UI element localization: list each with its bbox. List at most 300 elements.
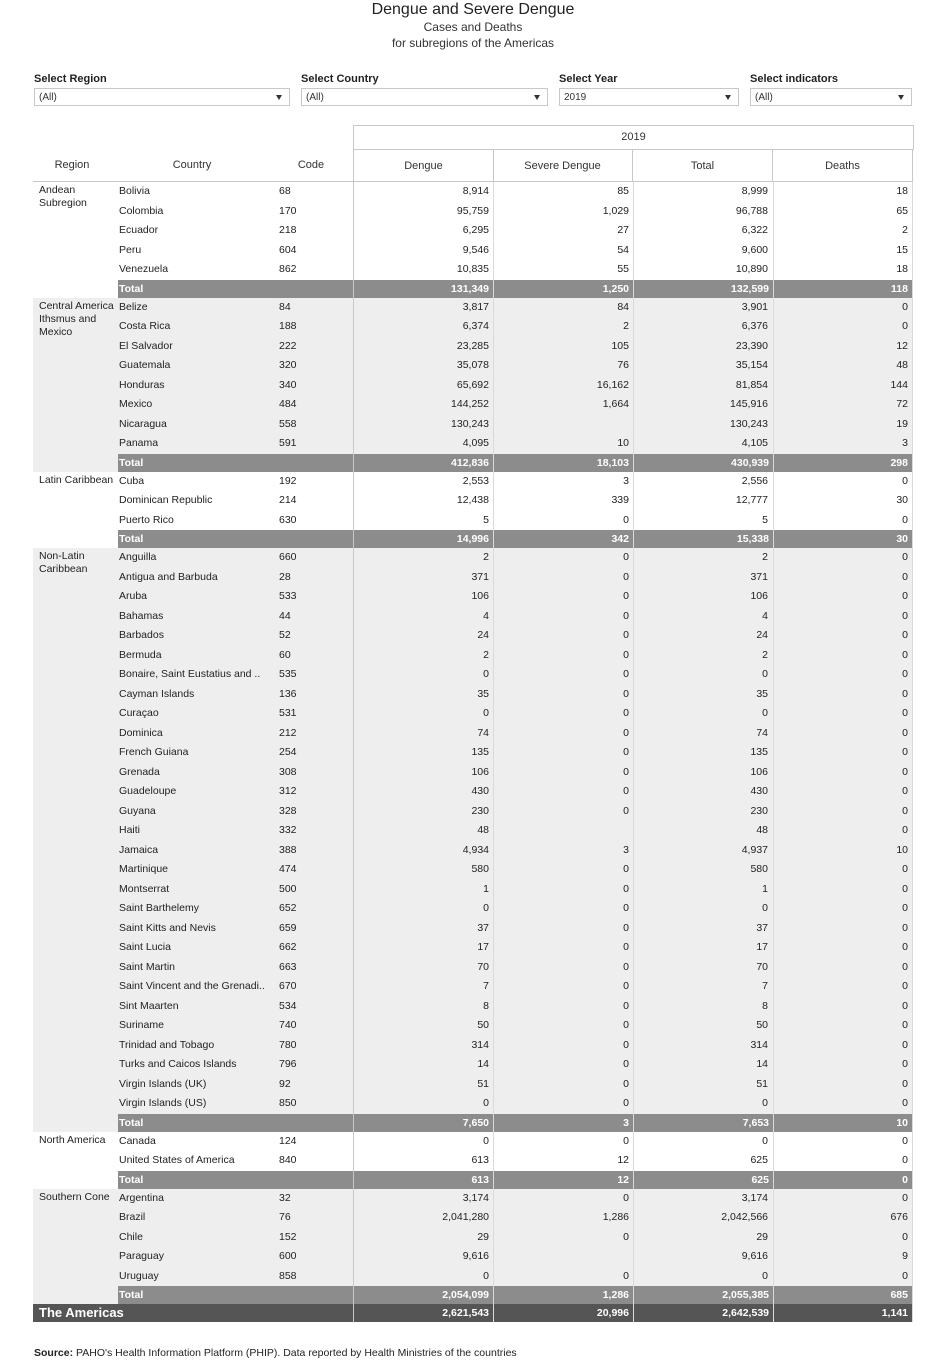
deaths-cell: 0 xyxy=(902,707,908,719)
subtotal-total: 15,338 xyxy=(736,533,769,545)
country-cell: Ecuador xyxy=(119,224,159,236)
severe-dengue-cell: 0 xyxy=(623,902,629,914)
country-cell: Colombia xyxy=(119,204,164,217)
country-cell: Sint Maarten xyxy=(119,999,179,1012)
region-filter xyxy=(34,72,290,106)
deaths-cell: 12 xyxy=(896,339,908,352)
subtotal-dengue: 2,054,099 xyxy=(442,1289,489,1301)
table-row xyxy=(33,260,913,280)
severe-dengue-cell: 0 xyxy=(623,960,629,973)
region-name: Southern Cone xyxy=(39,1190,110,1203)
deaths-cell: 0 xyxy=(902,687,908,700)
col-header-dengue: Dengue xyxy=(353,149,494,182)
deaths-cell: 0 xyxy=(902,765,908,778)
country-cell: Cuba xyxy=(119,474,145,487)
deaths-cell: 0 xyxy=(902,570,908,583)
subtotal-label: Total xyxy=(119,456,144,469)
total-cell: 145,916 xyxy=(730,398,768,410)
deaths-cell: 0 xyxy=(902,726,908,739)
severe-dengue-cell: 105 xyxy=(611,339,629,352)
table-row xyxy=(33,1189,913,1209)
total-cell: 2 xyxy=(762,648,768,661)
code-cell: 534 xyxy=(279,999,297,1012)
deaths-cell: 19 xyxy=(896,417,908,430)
dengue-cell: 95,759 xyxy=(456,204,489,217)
total-cell: 430 xyxy=(750,785,768,797)
grand-total-total: 2,642,539 xyxy=(722,1307,769,1319)
table-row xyxy=(33,587,913,607)
total-cell: 625 xyxy=(750,1154,768,1166)
country-filter-label: Select Country xyxy=(301,73,379,85)
deaths-cell: 48 xyxy=(896,359,908,371)
subtotal-row xyxy=(118,1114,913,1132)
dengue-cell: 0 xyxy=(483,707,489,719)
dengue-cell: 106 xyxy=(471,765,489,778)
country-cell: Anguilla xyxy=(119,551,157,563)
country-cell: Virgin Islands (UK) xyxy=(119,1077,207,1090)
severe-dengue-cell: 0 xyxy=(623,882,629,895)
grand-total-dengue: 2,621,543 xyxy=(442,1307,489,1319)
total-cell: 3,901 xyxy=(741,300,768,313)
deaths-cell: 0 xyxy=(902,1134,908,1147)
table-row xyxy=(33,337,913,357)
deaths-cell: 30 xyxy=(896,494,908,506)
code-cell: 659 xyxy=(279,921,297,934)
code-cell: 600 xyxy=(279,1250,297,1262)
total-cell: 74 xyxy=(756,726,768,739)
table-row xyxy=(33,938,913,958)
severe-dengue-cell: 76 xyxy=(617,359,629,371)
code-cell: 340 xyxy=(279,378,297,391)
code-cell: 136 xyxy=(279,687,297,700)
table-row xyxy=(33,415,913,435)
subtotal-severe: 12 xyxy=(617,1173,629,1186)
code-cell: 780 xyxy=(279,1038,297,1051)
country-cell: Suriname xyxy=(119,1019,164,1031)
table-row xyxy=(33,899,913,919)
code-cell: 558 xyxy=(279,417,297,430)
country-cell: Canada xyxy=(119,1134,156,1147)
total-cell: 7 xyxy=(762,980,768,992)
table-row xyxy=(33,511,913,531)
country-cell: Paraguay xyxy=(119,1250,164,1262)
subtotal-severe: 1,286 xyxy=(602,1289,629,1301)
country-cell: Guadeloupe xyxy=(119,785,177,797)
total-cell: 10,890 xyxy=(735,263,768,275)
deaths-cell: 0 xyxy=(902,629,908,641)
code-cell: 214 xyxy=(279,494,297,506)
country-cell: Puerto Rico xyxy=(119,513,174,526)
country-cell: Saint Kitts and Nevis xyxy=(119,921,216,934)
total-cell: 0 xyxy=(762,1269,768,1282)
dengue-cell: 613 xyxy=(471,1154,489,1166)
grand-total-deaths: 1,141 xyxy=(881,1307,908,1319)
code-cell: 84 xyxy=(279,300,291,313)
country-cell: Aruba xyxy=(119,590,148,602)
code-cell: 740 xyxy=(279,1019,297,1031)
total-cell: 9,600 xyxy=(741,243,768,256)
table-row xyxy=(33,880,913,900)
severe-dengue-cell: 0 xyxy=(623,1191,629,1204)
table-row xyxy=(33,1151,913,1171)
subtotal-row xyxy=(118,1286,913,1304)
severe-dengue-cell: 0 xyxy=(623,765,629,778)
severe-dengue-cell: 0 xyxy=(623,863,629,875)
dengue-cell: 6,374 xyxy=(462,320,489,332)
country-dropdown[interactable] xyxy=(301,88,548,106)
severe-dengue-cell: 0 xyxy=(623,551,629,563)
country-cell: Grenada xyxy=(119,765,160,778)
table-row xyxy=(33,860,913,880)
table-row xyxy=(33,1055,913,1075)
deaths-cell: 0 xyxy=(902,1097,908,1109)
code-cell: 604 xyxy=(279,243,297,256)
code-cell: 388 xyxy=(279,843,297,856)
region-group xyxy=(33,1132,913,1189)
col-header-region: Region xyxy=(54,159,90,171)
dengue-cell: 4,934 xyxy=(462,843,489,856)
country-cell: Saint Martin xyxy=(119,960,176,973)
deaths-cell: 0 xyxy=(902,1058,908,1070)
severe-dengue-cell: 54 xyxy=(617,243,629,256)
deaths-cell: 72 xyxy=(896,398,908,410)
subtotal-total: 7,653 xyxy=(742,1116,769,1129)
dengue-cell: 35 xyxy=(477,687,489,700)
country-cell: Turks and Caicos Islands xyxy=(119,1058,237,1070)
country-cell: Bahamas xyxy=(119,609,164,622)
severe-dengue-cell: 10 xyxy=(617,437,629,449)
country-cell: Bonaire, Saint Eustatius and .. xyxy=(119,668,261,680)
subtotal-total: 430,939 xyxy=(731,456,769,469)
code-cell: 222 xyxy=(279,339,297,352)
table-row xyxy=(33,356,913,376)
table-row xyxy=(33,1075,913,1095)
severe-dengue-cell: 12 xyxy=(617,1154,629,1166)
subtotal-label: Total xyxy=(119,1289,144,1301)
severe-dengue-cell: 0 xyxy=(623,687,629,700)
table-row xyxy=(33,802,913,822)
source-note xyxy=(34,1347,517,1359)
deaths-cell: 0 xyxy=(902,1019,908,1031)
subtotal-severe: 3 xyxy=(623,1116,629,1129)
deaths-cell: 0 xyxy=(902,1269,908,1282)
dengue-cell: 10,835 xyxy=(456,263,489,275)
dengue-cell: 70 xyxy=(477,960,489,973)
country-cell: Brazil xyxy=(119,1211,146,1223)
dengue-cell: 4 xyxy=(483,609,489,622)
dengue-cell: 7 xyxy=(483,980,489,992)
total-cell: 0 xyxy=(762,707,768,719)
country-cell: Martinique xyxy=(119,863,169,875)
code-cell: 840 xyxy=(279,1154,297,1166)
total-cell: 0 xyxy=(762,1134,768,1147)
deaths-cell: 0 xyxy=(902,980,908,992)
grand-total-label: The Americas xyxy=(39,1305,124,1320)
deaths-cell: 0 xyxy=(902,1038,908,1051)
severe-dengue-cell: 0 xyxy=(623,648,629,661)
dengue-cell: 29 xyxy=(477,1230,489,1243)
deaths-cell: 0 xyxy=(902,1154,908,1166)
source-label: Source: xyxy=(34,1347,74,1359)
total-cell: 17 xyxy=(756,941,768,953)
code-cell: 192 xyxy=(279,474,297,487)
source-text: PAHO's Health Information Platform (PHIP). Data reported by Health Ministries of the countries xyxy=(73,1347,517,1359)
country-cell: Bolivia xyxy=(119,185,150,197)
grand-total-severe: 20,996 xyxy=(596,1307,629,1319)
total-cell: 35,154 xyxy=(735,359,768,371)
code-cell: 663 xyxy=(279,960,297,973)
chevron-down-icon xyxy=(534,95,540,100)
severe-dengue-cell: 0 xyxy=(623,590,629,602)
dengue-cell: 9,546 xyxy=(462,243,489,256)
dengue-cell: 23,285 xyxy=(456,339,489,352)
total-cell: 0 xyxy=(762,668,768,680)
dengue-cell: 230 xyxy=(471,804,489,817)
dengue-cell: 2 xyxy=(483,551,489,563)
code-cell: 652 xyxy=(279,902,297,914)
code-cell: 662 xyxy=(279,941,297,953)
total-cell: 6,322 xyxy=(741,224,768,236)
dengue-cell: 48 xyxy=(477,824,489,836)
deaths-cell: 65 xyxy=(896,204,908,217)
dengue-cell: 12,438 xyxy=(456,494,489,506)
code-cell: 308 xyxy=(279,765,297,778)
dengue-cell: 580 xyxy=(471,863,489,875)
country-cell: Bermuda xyxy=(119,648,162,661)
total-cell: 8,999 xyxy=(741,185,768,197)
subtotal-label: Total xyxy=(119,1173,144,1186)
total-cell: 14 xyxy=(756,1058,768,1070)
column-divider xyxy=(633,182,634,1322)
subtotal-row xyxy=(118,280,913,298)
year-dropdown[interactable] xyxy=(559,88,739,106)
dengue-cell: 0 xyxy=(483,902,489,914)
total-cell: 29 xyxy=(756,1230,768,1243)
region-dropdown-value: (All) xyxy=(39,92,57,103)
table-row xyxy=(33,376,913,396)
deaths-cell: 15 xyxy=(896,243,908,256)
table-row xyxy=(33,1247,913,1267)
code-cell: 312 xyxy=(279,785,297,797)
dengue-cell: 6,295 xyxy=(462,224,489,236)
deaths-cell: 0 xyxy=(902,882,908,895)
severe-dengue-cell: 0 xyxy=(623,609,629,622)
region-group xyxy=(33,298,913,472)
severe-dengue-cell: 339 xyxy=(611,494,629,506)
code-cell: 188 xyxy=(279,320,297,332)
region-name: Latin Caribbean xyxy=(39,473,114,486)
dengue-cell: 0 xyxy=(483,668,489,680)
total-cell: 2,556 xyxy=(741,474,768,487)
country-cell: Peru xyxy=(119,243,142,256)
region-filter-label: Select Region xyxy=(34,73,107,85)
total-cell: 106 xyxy=(750,590,768,602)
country-cell: United States of America xyxy=(119,1154,235,1166)
subtotal-deaths: 118 xyxy=(891,282,908,295)
code-cell: 862 xyxy=(279,263,297,275)
dengue-cell: 371 xyxy=(471,570,489,583)
total-cell: 4 xyxy=(762,609,768,622)
table-row xyxy=(33,665,913,685)
total-cell: 2,042,566 xyxy=(721,1211,768,1223)
code-cell: 254 xyxy=(279,746,297,758)
subtotal-deaths: 30 xyxy=(896,533,908,545)
country-cell: Barbados xyxy=(119,629,164,641)
country-cell: Belize xyxy=(119,300,148,313)
table-row xyxy=(33,182,913,202)
subtotal-row xyxy=(118,1171,913,1189)
subtotal-severe: 1,250 xyxy=(602,282,629,295)
subtotal-dengue: 7,650 xyxy=(462,1116,489,1129)
table-row xyxy=(33,221,913,241)
severe-dengue-cell: 0 xyxy=(623,629,629,641)
region-name: Central America Ithsmus and Mexico xyxy=(39,299,114,338)
chevron-down-icon xyxy=(725,95,731,100)
code-cell: 76 xyxy=(279,1211,291,1223)
dengue-cell: 24 xyxy=(477,629,489,641)
code-cell: 796 xyxy=(279,1058,297,1070)
dengue-cell: 8,914 xyxy=(462,185,489,197)
dengue-cell: 51 xyxy=(477,1077,489,1090)
total-cell: 51 xyxy=(756,1077,768,1090)
dengue-cell: 4,095 xyxy=(462,437,489,449)
dengue-cell: 74 xyxy=(477,726,489,739)
country-cell: Saint Vincent and the Grenadi.. xyxy=(119,980,265,992)
table-row xyxy=(33,202,913,222)
dengue-cell: 14 xyxy=(477,1058,489,1070)
subtotal-deaths: 298 xyxy=(890,456,908,469)
deaths-cell: 0 xyxy=(902,1191,908,1204)
severe-dengue-cell: 0 xyxy=(623,668,629,680)
country-cell: Costa Rica xyxy=(119,320,171,332)
country-cell: Jamaica xyxy=(119,843,159,856)
severe-dengue-cell: 27 xyxy=(617,224,629,236)
total-cell: 1 xyxy=(762,882,768,895)
region-dropdown[interactable] xyxy=(34,88,290,106)
table-row xyxy=(33,568,913,588)
severe-dengue-cell: 2 xyxy=(623,320,629,332)
severe-dengue-cell: 1,286 xyxy=(602,1211,629,1223)
deaths-cell: 0 xyxy=(902,785,908,797)
deaths-cell: 0 xyxy=(902,320,908,332)
year-filter-label: Select Year xyxy=(559,73,618,85)
code-cell: 170 xyxy=(279,204,297,217)
dengue-cell: 106 xyxy=(471,590,489,602)
code-cell: 92 xyxy=(279,1077,291,1090)
deaths-cell: 0 xyxy=(902,960,908,973)
severe-dengue-cell: 0 xyxy=(623,746,629,758)
code-cell: 28 xyxy=(279,570,291,583)
dengue-cell: 430 xyxy=(471,785,489,797)
country-cell: Haiti xyxy=(119,824,141,836)
code-cell: 850 xyxy=(279,1097,297,1109)
dengue-cell: 130,243 xyxy=(451,417,489,430)
total-cell: 6,376 xyxy=(741,320,768,332)
deaths-cell: 0 xyxy=(902,1230,908,1243)
severe-dengue-cell: 0 xyxy=(623,726,629,739)
table-row xyxy=(33,724,913,744)
subtotal-label: Total xyxy=(119,282,144,295)
total-cell: 580 xyxy=(750,863,768,875)
total-cell: 35 xyxy=(756,687,768,700)
total-cell: 50 xyxy=(756,1019,768,1031)
table-row xyxy=(33,317,913,337)
region-group xyxy=(33,472,913,549)
deaths-cell: 0 xyxy=(902,999,908,1012)
deaths-cell: 0 xyxy=(902,921,908,934)
deaths-cell: 0 xyxy=(902,590,908,602)
country-cell: El Salvador xyxy=(119,339,173,352)
code-cell: 52 xyxy=(279,629,291,641)
subtotal-deaths: 10 xyxy=(896,1116,908,1129)
total-cell: 0 xyxy=(762,902,768,914)
deaths-cell: 0 xyxy=(902,824,908,836)
country-cell: French Guiana xyxy=(119,746,189,758)
severe-dengue-cell: 0 xyxy=(623,1134,629,1147)
col-header-total: Total xyxy=(633,149,773,182)
severe-dengue-cell: 0 xyxy=(623,785,629,797)
deaths-cell: 2 xyxy=(902,224,908,236)
total-cell: 8 xyxy=(762,999,768,1012)
deaths-cell: 0 xyxy=(902,474,908,487)
table-row xyxy=(33,395,913,415)
subtotal-total: 625 xyxy=(751,1173,769,1186)
severe-dengue-cell: 3 xyxy=(623,474,629,487)
subtotal-label: Total xyxy=(119,1116,144,1129)
country-cell: Honduras xyxy=(119,378,165,391)
dengue-cell: 2,553 xyxy=(462,474,489,487)
code-cell: 328 xyxy=(279,804,297,817)
code-cell: 535 xyxy=(279,668,297,680)
total-cell: 37 xyxy=(756,921,768,934)
severe-dengue-cell: 0 xyxy=(623,1230,629,1243)
deaths-cell: 0 xyxy=(902,300,908,313)
column-divider xyxy=(773,182,774,1322)
table-row xyxy=(33,919,913,939)
country-cell: Curaçao xyxy=(119,707,159,719)
dengue-cell: 37 xyxy=(477,921,489,934)
code-cell: 500 xyxy=(279,882,297,895)
country-cell: Montserrat xyxy=(119,882,170,895)
subtotal-severe: 342 xyxy=(611,533,629,545)
country-cell: Argentina xyxy=(119,1191,164,1204)
dengue-cell: 0 xyxy=(483,1269,489,1282)
deaths-cell: 0 xyxy=(902,1077,908,1090)
dengue-cell: 314 xyxy=(471,1038,489,1051)
deaths-cell: 676 xyxy=(890,1211,908,1223)
total-cell: 2 xyxy=(762,551,768,563)
total-cell: 3,174 xyxy=(741,1191,768,1204)
code-cell: 858 xyxy=(279,1269,297,1282)
dengue-cell: 2 xyxy=(483,648,489,661)
deaths-cell: 0 xyxy=(902,551,908,563)
total-cell: 4,105 xyxy=(741,437,768,449)
table-row xyxy=(33,491,913,511)
country-cell: Mexico xyxy=(119,398,153,410)
country-cell: Virgin Islands (US) xyxy=(119,1097,207,1109)
code-cell: 332 xyxy=(279,824,297,836)
table-row xyxy=(33,1016,913,1036)
deaths-cell: 18 xyxy=(896,263,908,275)
region-group xyxy=(33,1189,913,1305)
table-row xyxy=(33,1036,913,1056)
country-cell: Guyana xyxy=(119,804,156,817)
col-header-code: Code xyxy=(297,159,325,171)
indicators-dropdown[interactable] xyxy=(750,88,912,106)
deaths-cell: 10 xyxy=(896,843,908,856)
table-row xyxy=(33,958,913,978)
subtotal-label: Total xyxy=(119,533,144,545)
